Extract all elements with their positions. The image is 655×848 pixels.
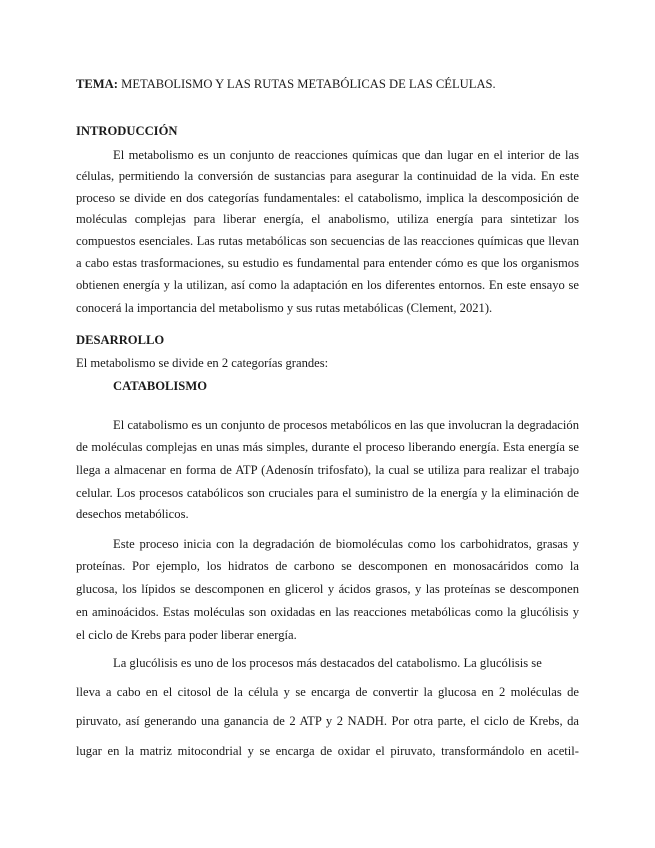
paragraph-3-line: piruvato, así generando una ganancia de 2 ATP y 2 NADH. Por otra parte, el ciclo de Krebs, da xyxy=(76,714,579,728)
intro-line: compuestos esenciales. Las rutas metabólicas son secuencias de las reacciones químicas que llevan xyxy=(76,234,579,248)
paragraph-1-line: llega a almacenar en forma de ATP (Adenosín trifosfato), la cual se utiliza para realizar el trabajo xyxy=(76,463,579,477)
development-lead: El metabolismo se divide en 2 categorías grandes: xyxy=(76,356,329,370)
intro-line: moléculas complejas para liberar energía, el anabolismo, utiliza energía para sintetizar los xyxy=(76,212,579,226)
catabolism-heading: CATABOLISMO xyxy=(113,379,207,393)
development-heading: DESARROLLO xyxy=(76,333,165,347)
paragraph-2-line: Este proceso inicia con la degradación de biomoléculas como los carbohidratos, grasas y xyxy=(113,537,579,551)
intro-line: a cabo estas trasformaciones, su estudio es fundamental para entender cómo es que los organismos xyxy=(76,256,579,270)
intro-line: obtienen energía y la utilizan, así como la adaptación en los diferentes entornos. En este ensayo se xyxy=(76,278,579,292)
paragraph-3-line: La glucólisis es uno de los procesos más destacados del catabolismo. La glucólisis se xyxy=(113,656,542,670)
intro-line: conocerá la importancia del metabolismo y sus rutas metabólicas (Clement, 2021). xyxy=(76,301,493,315)
topic-label: TEMA: xyxy=(76,77,118,91)
paragraph-2-line: glucosa, los lípidos se descomponen en glicerol y ácidos grasos, y las proteínas se descomponen xyxy=(76,582,579,596)
intro-heading: INTRODUCCIÓN xyxy=(76,124,178,138)
topic-title: METABOLISMO Y LAS RUTAS METABÓLICAS DE LAS CÉLULAS. xyxy=(117,77,496,91)
paragraph-1-line: El catabolismo es un conjunto de procesos metabólicos en las que involucran la degradación xyxy=(113,418,579,432)
paragraph-3-line: lugar en la matriz mitocondrial y se encarga de oxidar el piruvato, transformándolo en acetil- xyxy=(76,744,579,758)
paragraph-1-line: desechos metabólicos. xyxy=(76,507,189,521)
intro-line: proceso se divide en dos categorías fundamentales: el catabolismo, implica la descomposición de xyxy=(76,191,579,205)
topic-line xyxy=(76,77,496,92)
paragraph-2-line: en aminoácidos. Estas moléculas son oxidadas en las reacciones metabólicas como la glucólisis y xyxy=(76,605,579,619)
paragraph-2-line: el ciclo de Krebs para poder liberar energía. xyxy=(76,628,297,642)
intro-line: El metabolismo es un conjunto de reacciones químicas que dan lugar en el interior de las xyxy=(113,148,579,162)
intro-line: células, permitiendo la conversión de sustancias para asegurar la continuidad de la vida. En este xyxy=(76,169,579,183)
paragraph-1-line: celular. Los procesos catabólicos son cruciales para el suministro de la energía y la eliminación de xyxy=(76,486,579,500)
paragraph-2-line: proteínas. Por ejemplo, los hidratos de carbono se descomponen en monosacáridos como la xyxy=(76,559,579,573)
paragraph-3-line: lleva a cabo en el citosol de la célula y se encarga de convertir la glucosa en 2 moléculas de xyxy=(76,685,579,699)
paragraph-1-line: de moléculas complejas en unas más simples, durante el proceso liberando energía. Esta energía se xyxy=(76,440,579,454)
